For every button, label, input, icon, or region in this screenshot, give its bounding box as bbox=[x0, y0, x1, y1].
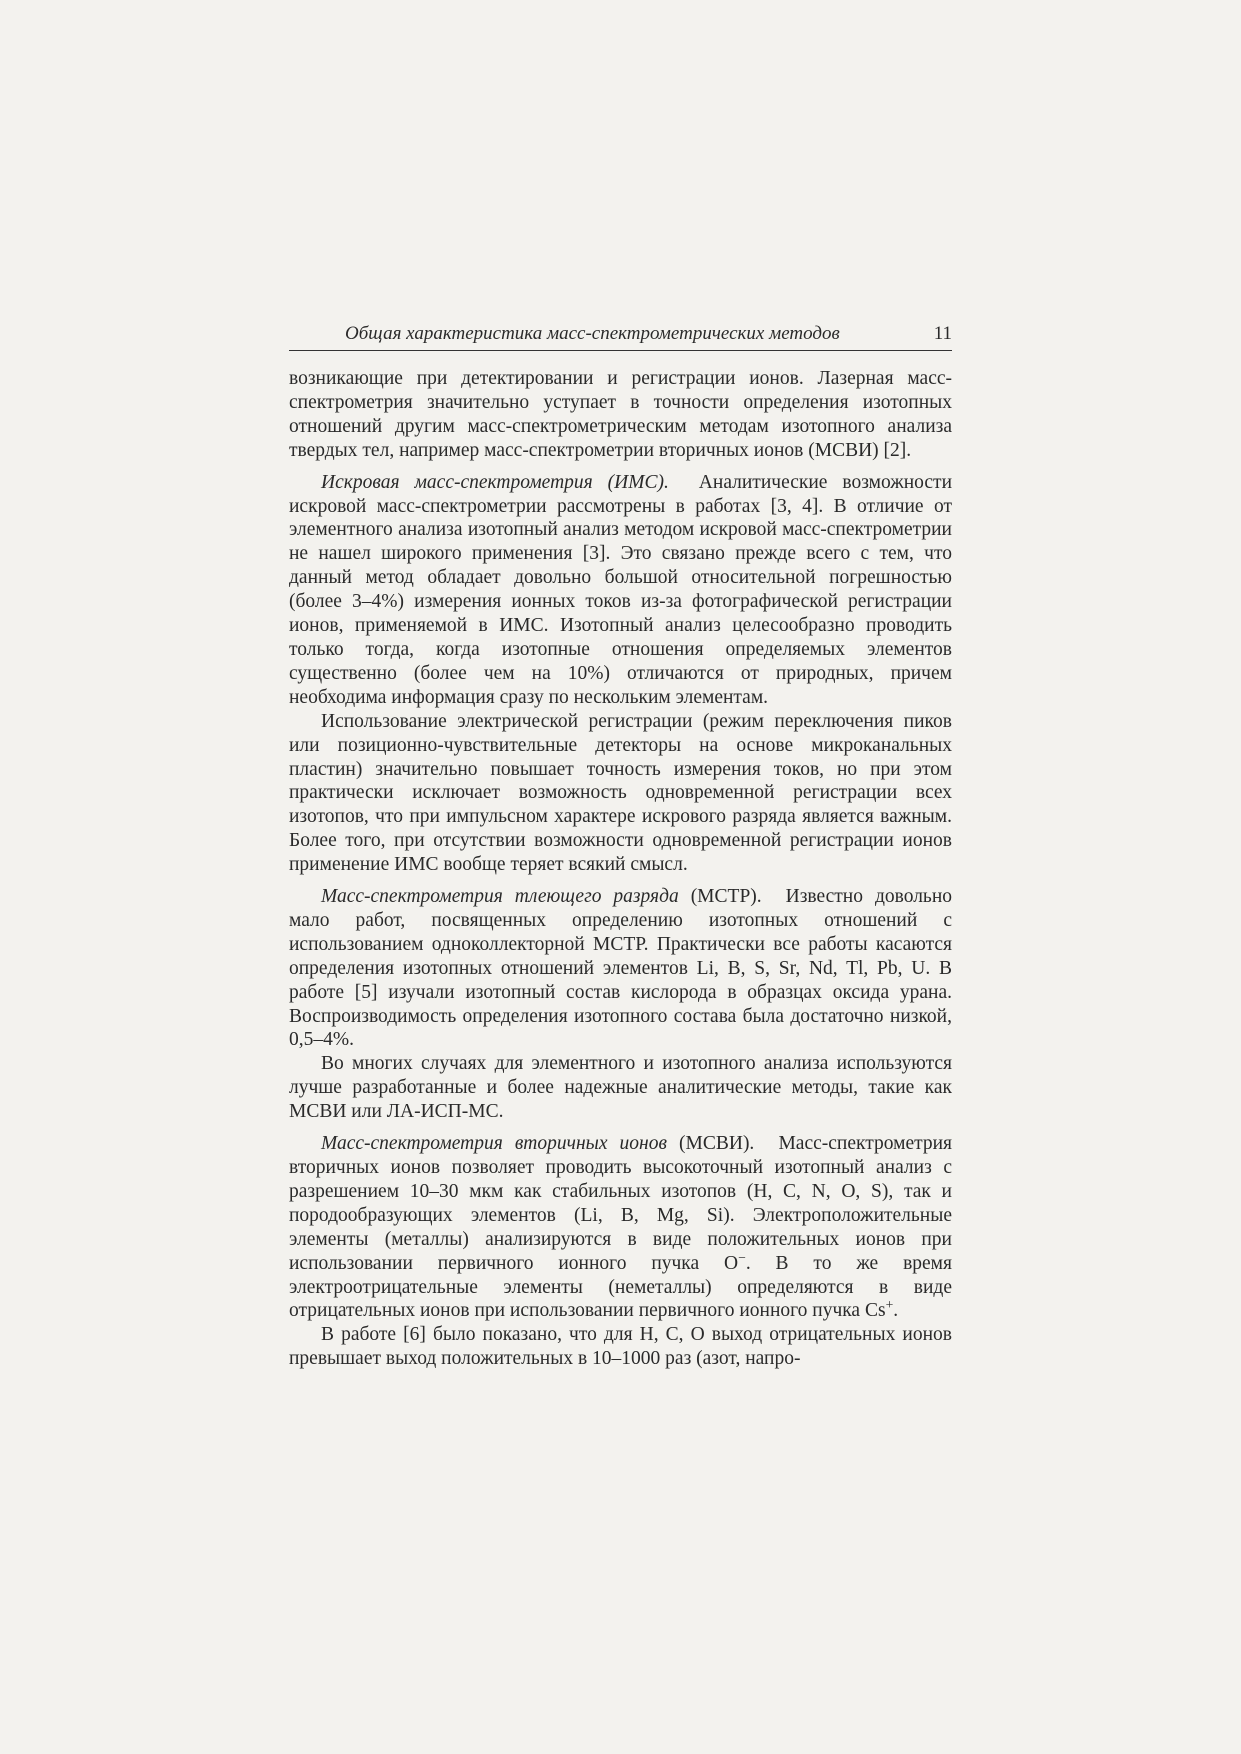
running-title: Общая характеристика масс-спектрометрических методов bbox=[345, 323, 840, 344]
paragraph-glow-discharge-ms bbox=[289, 885, 952, 1052]
section-abbreviation: (МСТР). bbox=[690, 886, 762, 908]
paragraph-electric-registration: Использование электрической регистрации (режим переключения пиков или позиционно-чувствительные детекторы на основе микроканальных пластин) значительно повышает точность измерения токов, но при этом практически исключает возможность одновременной регистрации всех изотопов, что при импульсном характере искрового разряда является важным. Более того, при отсутствии возможности одновременной регистрации ионов применение ИМС вообще теряет всякий смысл. bbox=[289, 710, 952, 876]
paragraph-text: Известно довольно мало работ, посвященных определению изотопных отношений с использованием одноколлекторной МСТР. Практически все работы касаются определения изотопных отношений элементов Li, B, S, Sr, Nd, Tl, Pb, U. В работе [5] изучали изотопный состав кислорода в образцах оксида урана. Воспроизводимость определения изотопного состава была достаточно низкой, 0,5–4%. bbox=[289, 886, 953, 1051]
page-header bbox=[289, 322, 952, 351]
superscript-plus: + bbox=[885, 1297, 894, 1313]
section-abbreviation: (МСВИ). bbox=[679, 1133, 755, 1155]
paragraph-secondary-ion-ms bbox=[289, 1132, 952, 1323]
paragraph-text: . bbox=[893, 1300, 899, 1322]
paragraph-text: Масс-спектрометрия вторичных ионов позволяет проводить высокоточный изотопный анализ с разрешением 10–30 мкм как стабильных изотопов (H, C, N, O, S), так и породообразующих элементов (Li, B, Mg, Si). Электроположительные элементы (металлы) анализируются в виде положительных ионов при использовании первичного ионного пучка O bbox=[289, 1133, 953, 1274]
body-text bbox=[289, 367, 952, 1371]
paragraph-text: Аналитические возможности искровой масс-спектрометрии рассмотрены в работах [3, 4]. В отличие от элементного анализа изотопный анализ методом искровой масс-спектрометрии не нашел широкого применения [3]. Это связано прежде всего с тем, что данный метод обладает довольно большой относительной погрешностью (более 3–4%) измерения ионных токов из-за фотографической регистрации ионов, применяемой в ИМС. Изотопный анализ целесообразно проводить только тогда, когда изотопные отношения определяемых элементов существенно (более чем на 10%) отличаются от природных, причем необходима информация сразу по нескольким элементам. bbox=[289, 471, 953, 708]
paragraph-spark-ms bbox=[289, 471, 952, 710]
paragraph-negative-ion-yield: В работе [6] было показано, что для H, C, O выход отрицательных ионов превышает выход положительных в 10–1000 раз (азот, напро- bbox=[289, 1324, 952, 1370]
section-heading-spark-ms: Искровая масс-спектрометрия (ИМС). bbox=[321, 471, 669, 493]
paragraph-text: . В то же время электроотрицательные элементы (неметаллы) определяются в виде отрицательных ионов при использовании первичного ионного пучка Cs bbox=[289, 1252, 952, 1322]
paragraph-element-analysis: Во многих случаях для элементного и изотопного анализа используются лучше разработанные и более надежные аналитические методы, такие как МСВИ или ЛА-ИСП-МС. bbox=[289, 1053, 952, 1123]
page-number: 11 bbox=[933, 323, 952, 344]
paragraph-laser-ms-end: возникающие при детектировании и регистрации ионов. Лазерная масс-спектрометрия значительно уступает в точности определения изотопных отношений другим масс-спектрометрическим методам изотопного анализа твердых тел, например масс-спектрометрии вторичных ионов (МСВИ) [2]. bbox=[289, 368, 952, 461]
section-heading-secondary-ion-ms: Масс-спектрометрия вторичных ионов bbox=[321, 1133, 667, 1155]
section-heading-glow-discharge-ms: Масс-спектрометрия тлеющего разряда bbox=[321, 886, 679, 908]
superscript-minus: − bbox=[738, 1249, 746, 1265]
